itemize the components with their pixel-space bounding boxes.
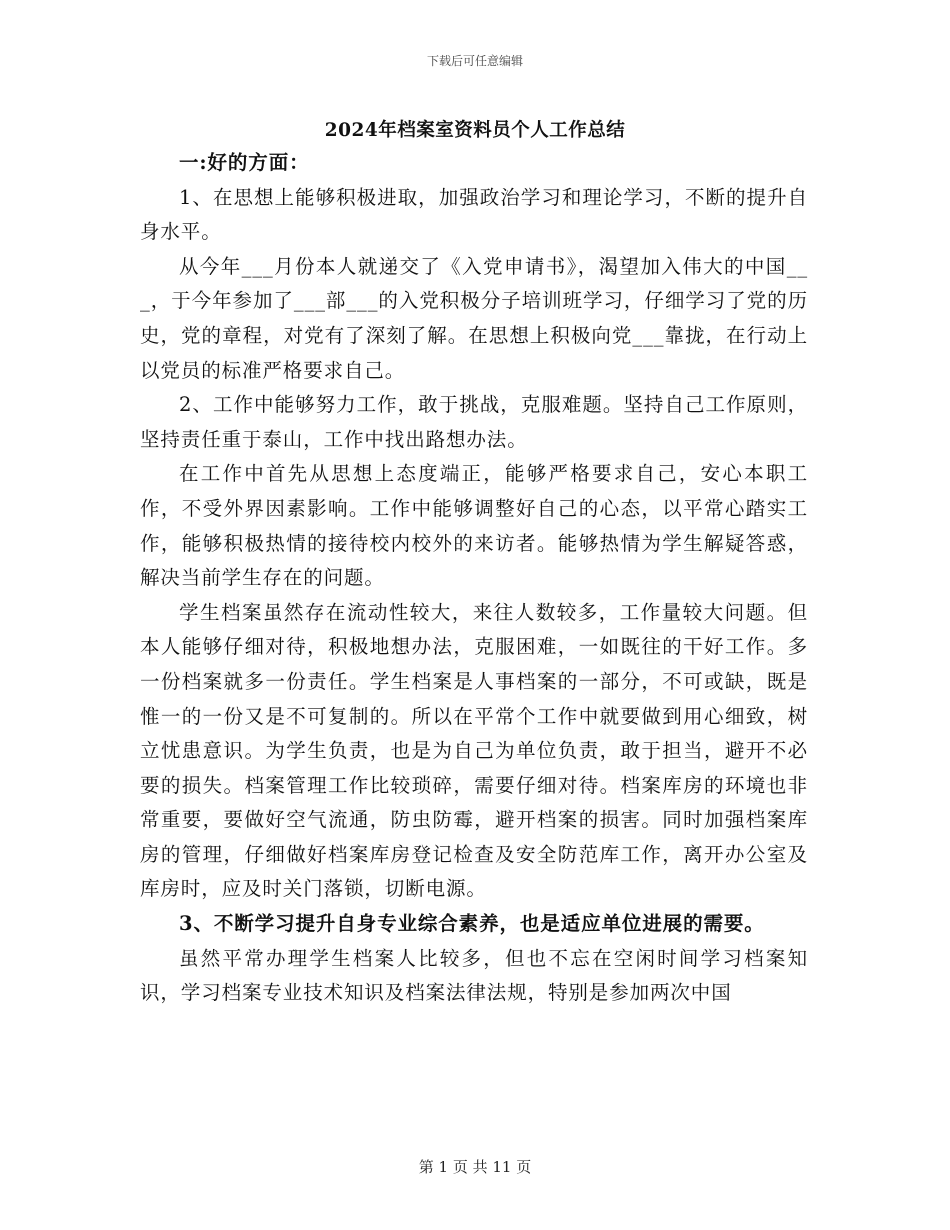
paragraph: 1、在思想上能够积极进取，加强政治学习和理论学习，不断的提升自身水平。 [140,185,808,244]
bold-paragraph: 3、不断学习提升自身专业综合素养，也是适应单位进展的需要。 [179,912,765,936]
document-body [140,146,808,1011]
document-title: 2024年档案室资料员个人工作总结 [324,120,626,141]
paragraph: 在工作中首先从思想上态度端正，能够严格要求自己，安心本职工作，不受外界因素影响。工作中能够调整好自己的心态，以平常心踏实工作，能够积极热情的接待校内校外的来访者。能够热情为学生解疑答惑，解决当前学生存在的问题。 [140,462,808,590]
paragraph: 学生档案虽然存在流动性较大，来往人数较多，工作量较大问题。但本人能够仔细对待，积极地想办法，克服困难，一如既往的干好工作。多一份档案就多一份责任。学生档案是人事档案的一部分，不可或缺，既是惟一的一份又是不可复制的。所以在平常个工作中就要做到用心细致，树立忧患意识。为学生负责，也是为自己为单位负责，敢于担当，避开不必要的损失。档案管理工作比较琐碎，需要仔细对待。档案库房的环境也非常重要，要做好空气流通，防虫防霉，避开档案的损害。同时加强档案库房的管理，仔细做好档案库房登记检查及安全防范库工作，离开办公室及库房时，应及时关门落锁，切断电源。 [140,600,808,901]
paragraph: 从今年___月份本人就递交了《入党申请书》，渴望加入伟大的中国___，于今年参加了___部___的入党积极分子培训班学习，仔细学习了党的历史，党的章程，对党有了深刻了解。在思想上积极向党___靠拢，在行动上以党员的标准严格要求自己。 [140,254,808,382]
section-heading: 一:好的方面： [179,151,310,174]
page-number-footer: 第 1 页 共 11 页 [418,1158,532,1176]
page-header-note: 下载后可任意编辑 [426,54,523,68]
paragraph: 2、工作中能够努力工作，敢于挑战，克服难题。坚持自己工作原则，坚持责任重于泰山，工作中找出路想办法。 [140,393,808,451]
paragraph: 虽然平常办理学生档案人比较多，但也不忘在空闲时间学习档案知识，学习档案专业技术知识及档案法律法规，特别是参加两次中国 [140,946,808,1005]
